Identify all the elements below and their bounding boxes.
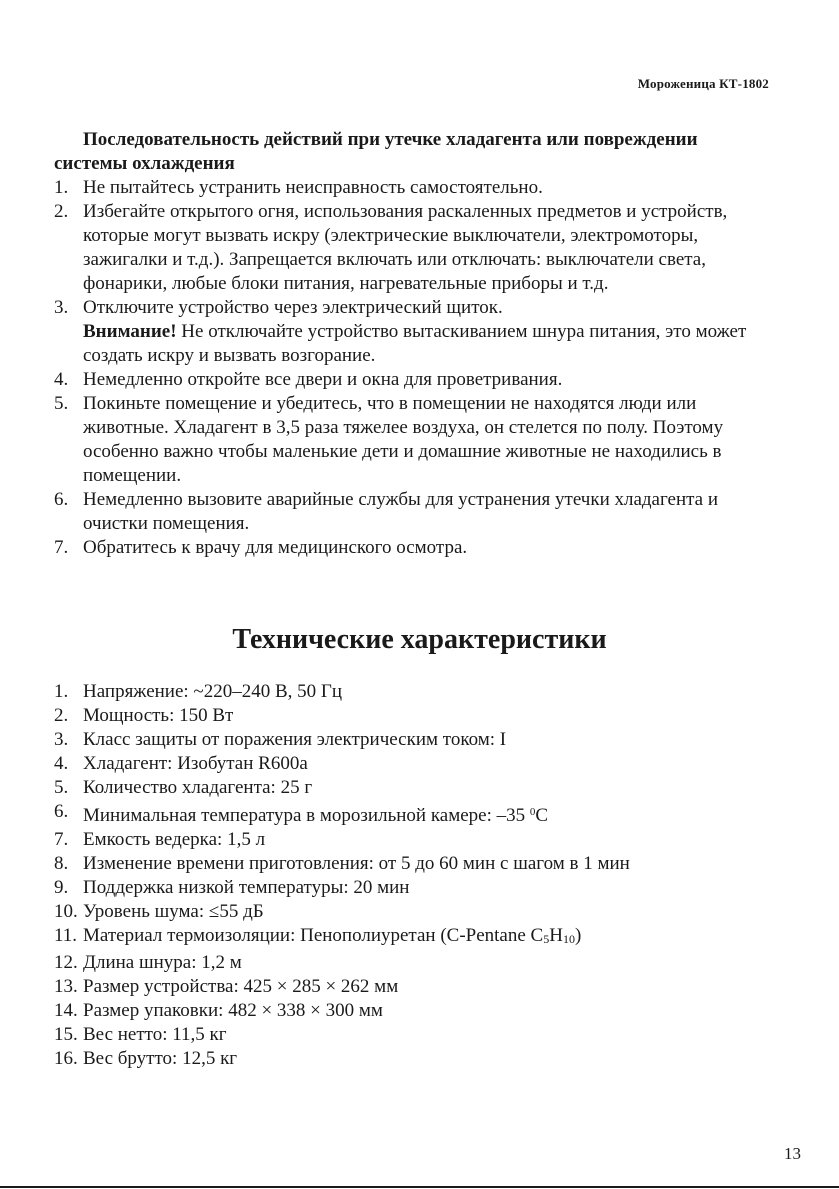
list-item <box>54 852 784 876</box>
item-text: Вес брутто: 12,5 кг <box>83 1048 238 1069</box>
list-item <box>54 200 784 296</box>
list-item <box>54 536 784 560</box>
item-text: Мощность: 150 Вт <box>83 705 234 726</box>
list-item <box>54 368 784 392</box>
item-text: Избегайте открытого огня, использования раскаленных предметов и устройств, которые могут вызвать искру (электрические выключатели, электромоторы, зажигалки и т.д.). Запрещается включать или отключать: выключатели света, фонарики, любые блоки питания, нагревательные приборы и т.д. <box>83 201 728 294</box>
section-title-specifications: Технические характеристики <box>232 624 607 655</box>
warning-label: Внимание! <box>83 321 177 342</box>
item-number: 2. <box>54 705 69 726</box>
item-number: 3. <box>54 729 69 750</box>
list-item <box>54 900 784 924</box>
item-number: 14. <box>54 1000 78 1021</box>
list-item <box>54 704 784 728</box>
item-text: Обратитесь к врачу для медицинского осмотра. <box>83 537 468 558</box>
item-text-end: ) <box>574 925 582 946</box>
item-text: Немедленно откройте все двери и окна для проветривания. <box>83 369 563 390</box>
item-number: 5. <box>54 393 69 414</box>
item-number: 1. <box>54 177 69 198</box>
item-number: 11. <box>54 925 78 946</box>
list-item <box>54 828 784 852</box>
item-text: Длина шнура: 1,2 м <box>83 952 242 973</box>
item-text: Покиньте помещение и убедитесь, что в помещении не находятся люди или животные. Хладагент в 3,5 раза тяжелее воздуха, он стелется по полу. Поэтому особенно важно чтобы маленькие дети и домашние животные не находились в помещении. <box>83 393 724 486</box>
item-number: 7. <box>54 537 69 558</box>
item-text: Минимальная температура в морозильной камере: –35 <box>83 805 530 826</box>
warning-text: Не отключайте устройство вытаскиванием шнура питания, это может создать искру и вызвать возгорание. <box>83 321 747 366</box>
item-number: 1. <box>54 681 69 702</box>
item-text: Вес нетто: 11,5 кг <box>83 1024 227 1045</box>
item-text: Количество хладагента: 25 г <box>83 777 313 798</box>
list-item <box>54 728 784 752</box>
list-item <box>54 975 784 999</box>
list-item <box>54 999 784 1023</box>
item-number: 6. <box>54 801 69 822</box>
list-item <box>54 296 784 368</box>
formula-text: H <box>549 925 563 946</box>
item-text-unit: С <box>535 805 549 826</box>
item-text: Емкость ведерка: 1,5 л <box>83 829 266 850</box>
formula-subscript: 5 <box>543 932 550 946</box>
list-item <box>54 392 784 488</box>
page-header: Мороженица КТ-1802 <box>637 76 769 91</box>
item-text: Напряжение: ~220–240 В, 50 Гц <box>83 681 343 702</box>
item-number: 3. <box>54 297 69 318</box>
list-item <box>54 488 784 536</box>
item-number: 4. <box>54 369 69 390</box>
item-number: 7. <box>54 829 69 850</box>
item-number: 15. <box>54 1024 78 1045</box>
section-title-refrigerant-leak: Последовательность действий при утечке хладагента или повреждении системы охлаждения <box>54 129 698 174</box>
item-text: Класс защиты от поражения электрическим током: I <box>83 729 507 750</box>
leak-actions-list <box>54 176 784 560</box>
page-number: 13 <box>784 1144 801 1163</box>
list-item <box>54 951 784 975</box>
item-text: Уровень шума: ≤55 дБ <box>83 901 264 922</box>
list-item <box>54 800 784 828</box>
list-item <box>54 1047 784 1071</box>
item-text: Изменение времени приготовления: от 5 до 60 мин с шагом в 1 мин <box>83 853 630 874</box>
item-number: 9. <box>54 877 69 898</box>
formula-subscript: 10 <box>562 932 575 946</box>
list-item <box>54 776 784 800</box>
bottom-divider <box>0 1186 839 1188</box>
list-item <box>54 752 784 776</box>
degree-superscript: 0 <box>529 806 536 818</box>
item-text: Немедленно вызовите аварийные службы для устранения утечки хладагента и очистки помещения. <box>83 489 719 534</box>
item-number: 12. <box>54 952 78 973</box>
specifications-list <box>54 680 784 1071</box>
item-number: 4. <box>54 753 69 774</box>
item-number: 5. <box>54 777 69 798</box>
item-number: 10. <box>54 901 78 922</box>
item-number: 6. <box>54 489 69 510</box>
list-item <box>54 1023 784 1047</box>
list-item <box>54 176 784 200</box>
item-number: 16. <box>54 1048 78 1069</box>
item-number: 8. <box>54 853 69 874</box>
item-text: Поддержка низкой температуры: 20 мин <box>83 877 410 898</box>
item-text: Размер упаковки: 482 × 338 × 300 мм <box>83 1000 383 1021</box>
item-text: Хладагент: Изобутан R600a <box>83 753 308 774</box>
list-item <box>54 924 784 951</box>
item-text: Отключите устройство через электрический щиток. <box>83 297 503 318</box>
list-item <box>54 680 784 704</box>
item-number: 13. <box>54 976 78 997</box>
item-text: Размер устройства: 425 × 285 × 262 мм <box>83 976 399 997</box>
list-item <box>54 876 784 900</box>
item-number: 2. <box>54 201 69 222</box>
item-text: Материал термоизоляции: Пенополиуретан (C-Pentane C <box>83 925 544 946</box>
item-text: Не пытайтесь устранить неисправность самостоятельно. <box>83 177 543 198</box>
